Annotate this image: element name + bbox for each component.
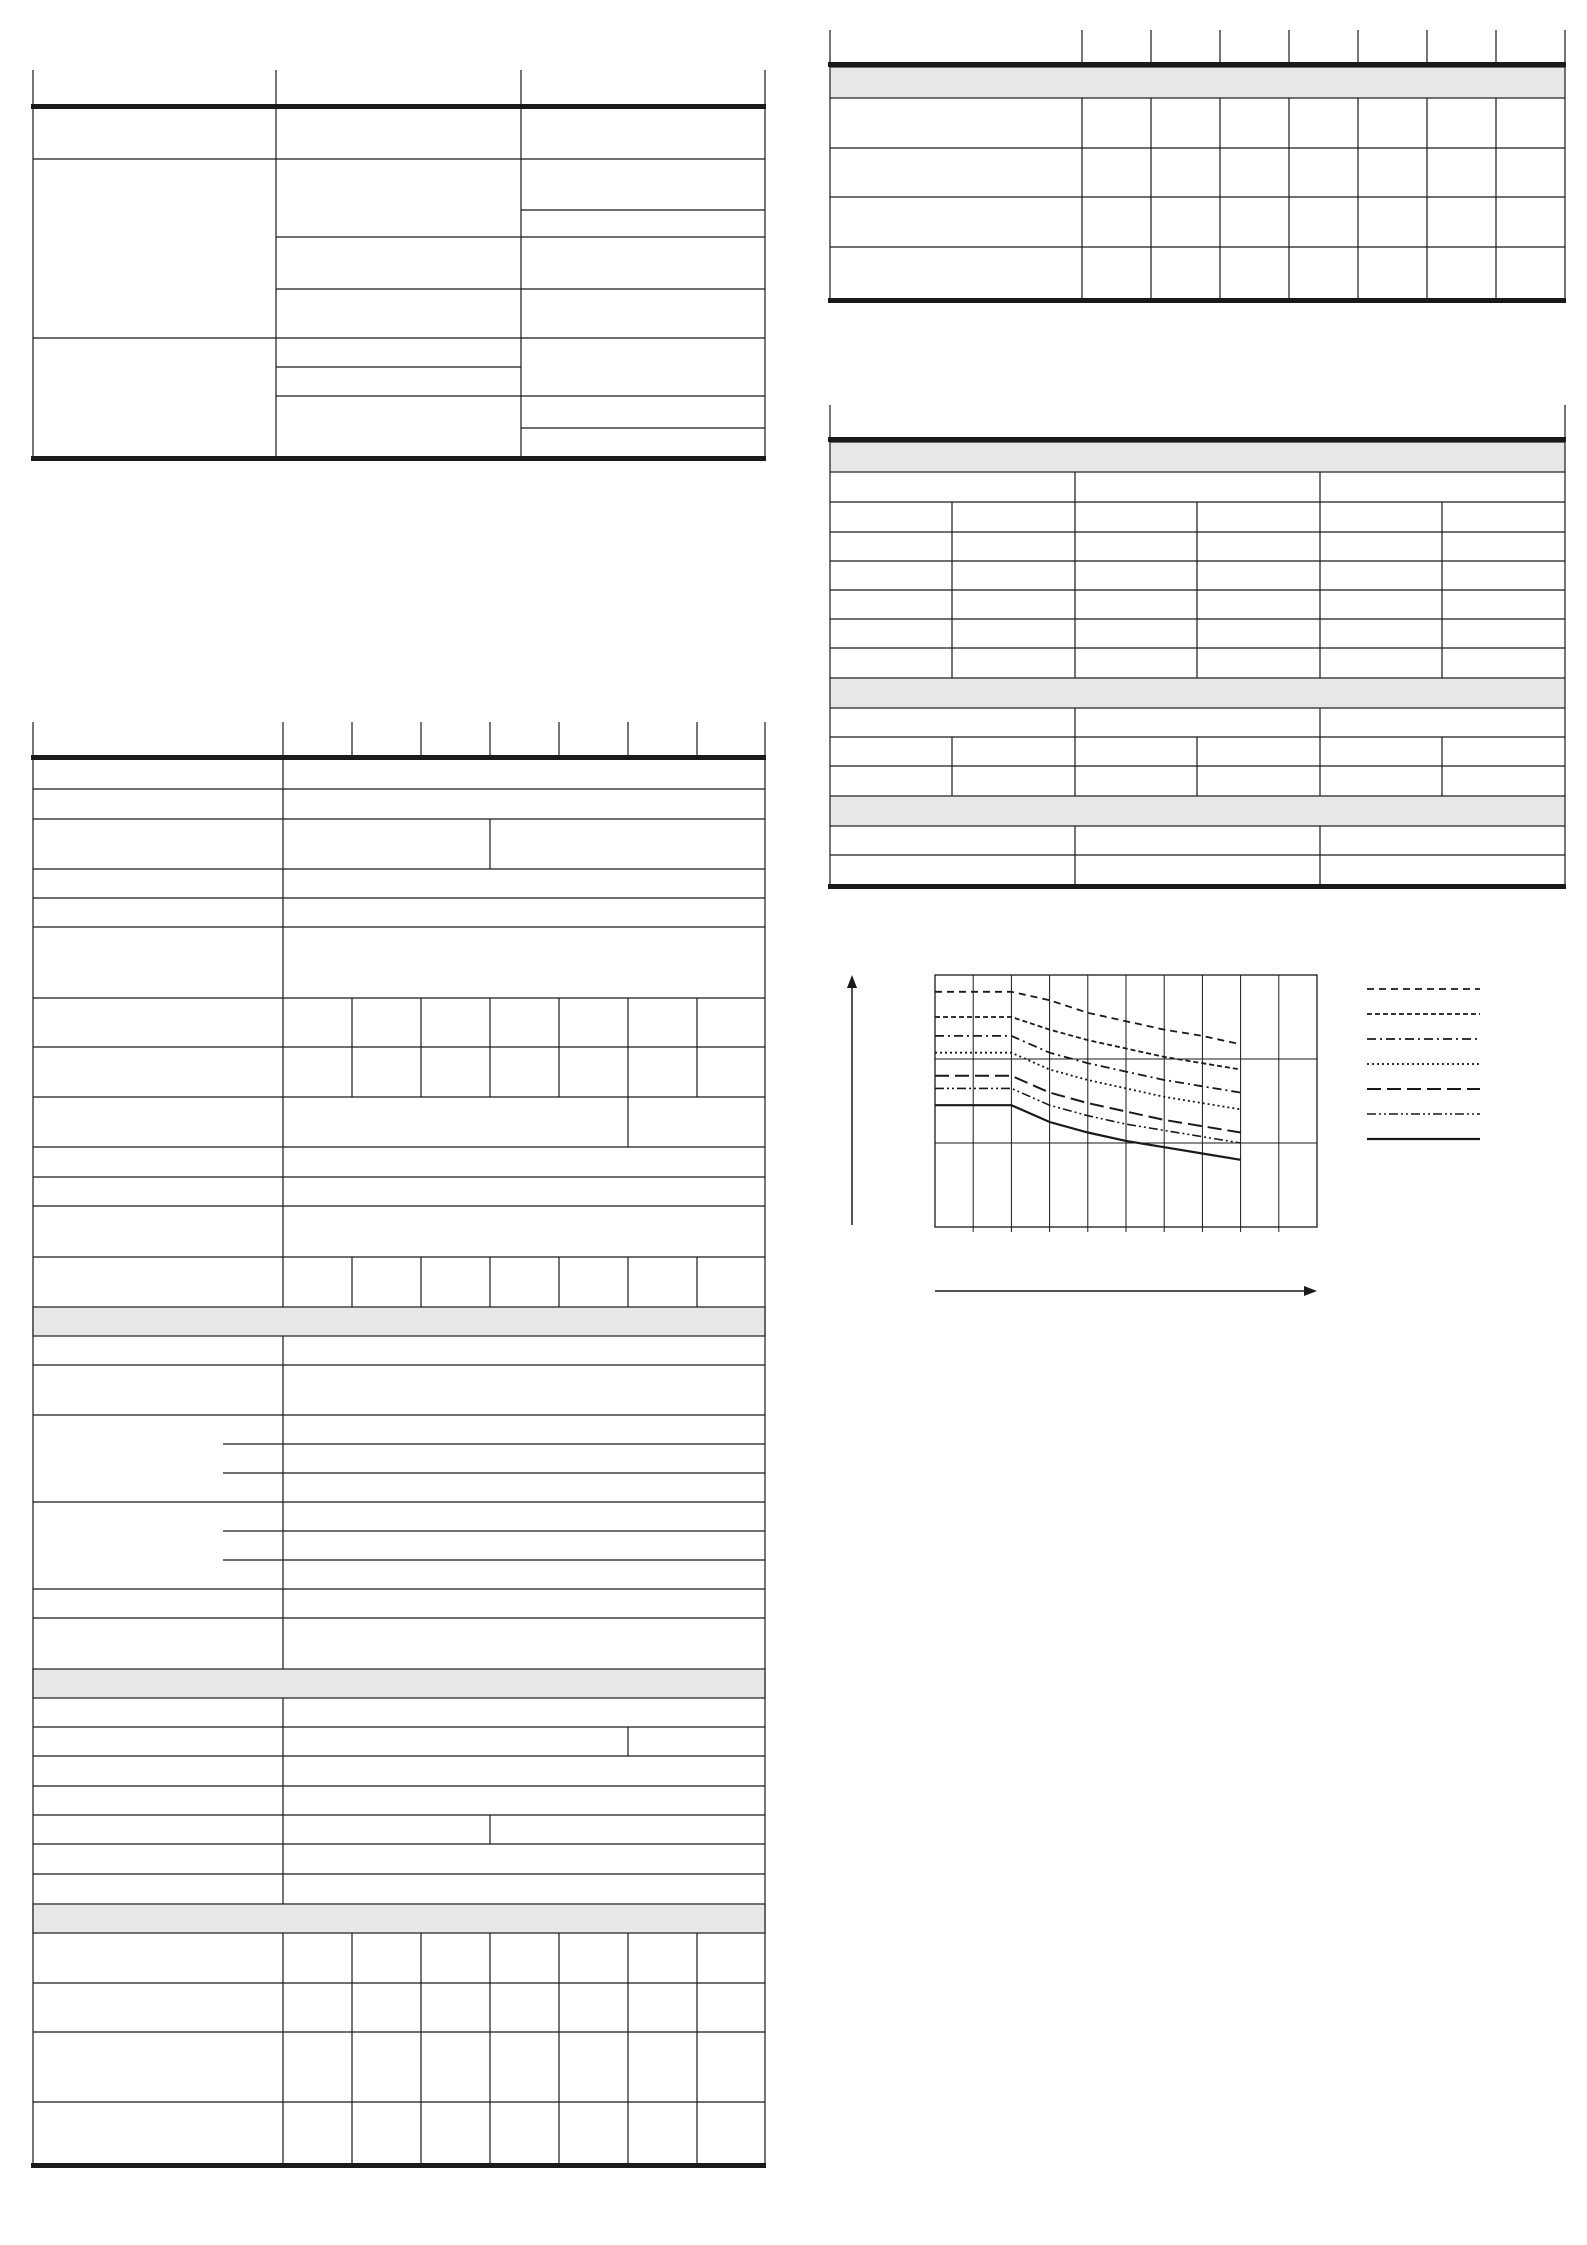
table-3 [828, 405, 1566, 889]
chart-legend [1367, 989, 1480, 1139]
table-2 [828, 30, 1566, 303]
table-1 [31, 70, 766, 461]
table-4 [31, 722, 766, 2168]
chart [847, 975, 1480, 1296]
chart-y-axis-arrowhead [847, 975, 857, 988]
table-2-section-band [830, 67, 1565, 98]
table-1-header-rule [31, 104, 766, 109]
table-1-footer-rule [31, 456, 766, 461]
chart-grid [935, 975, 1317, 1232]
chart-x-axis-arrowhead [1304, 1286, 1317, 1296]
